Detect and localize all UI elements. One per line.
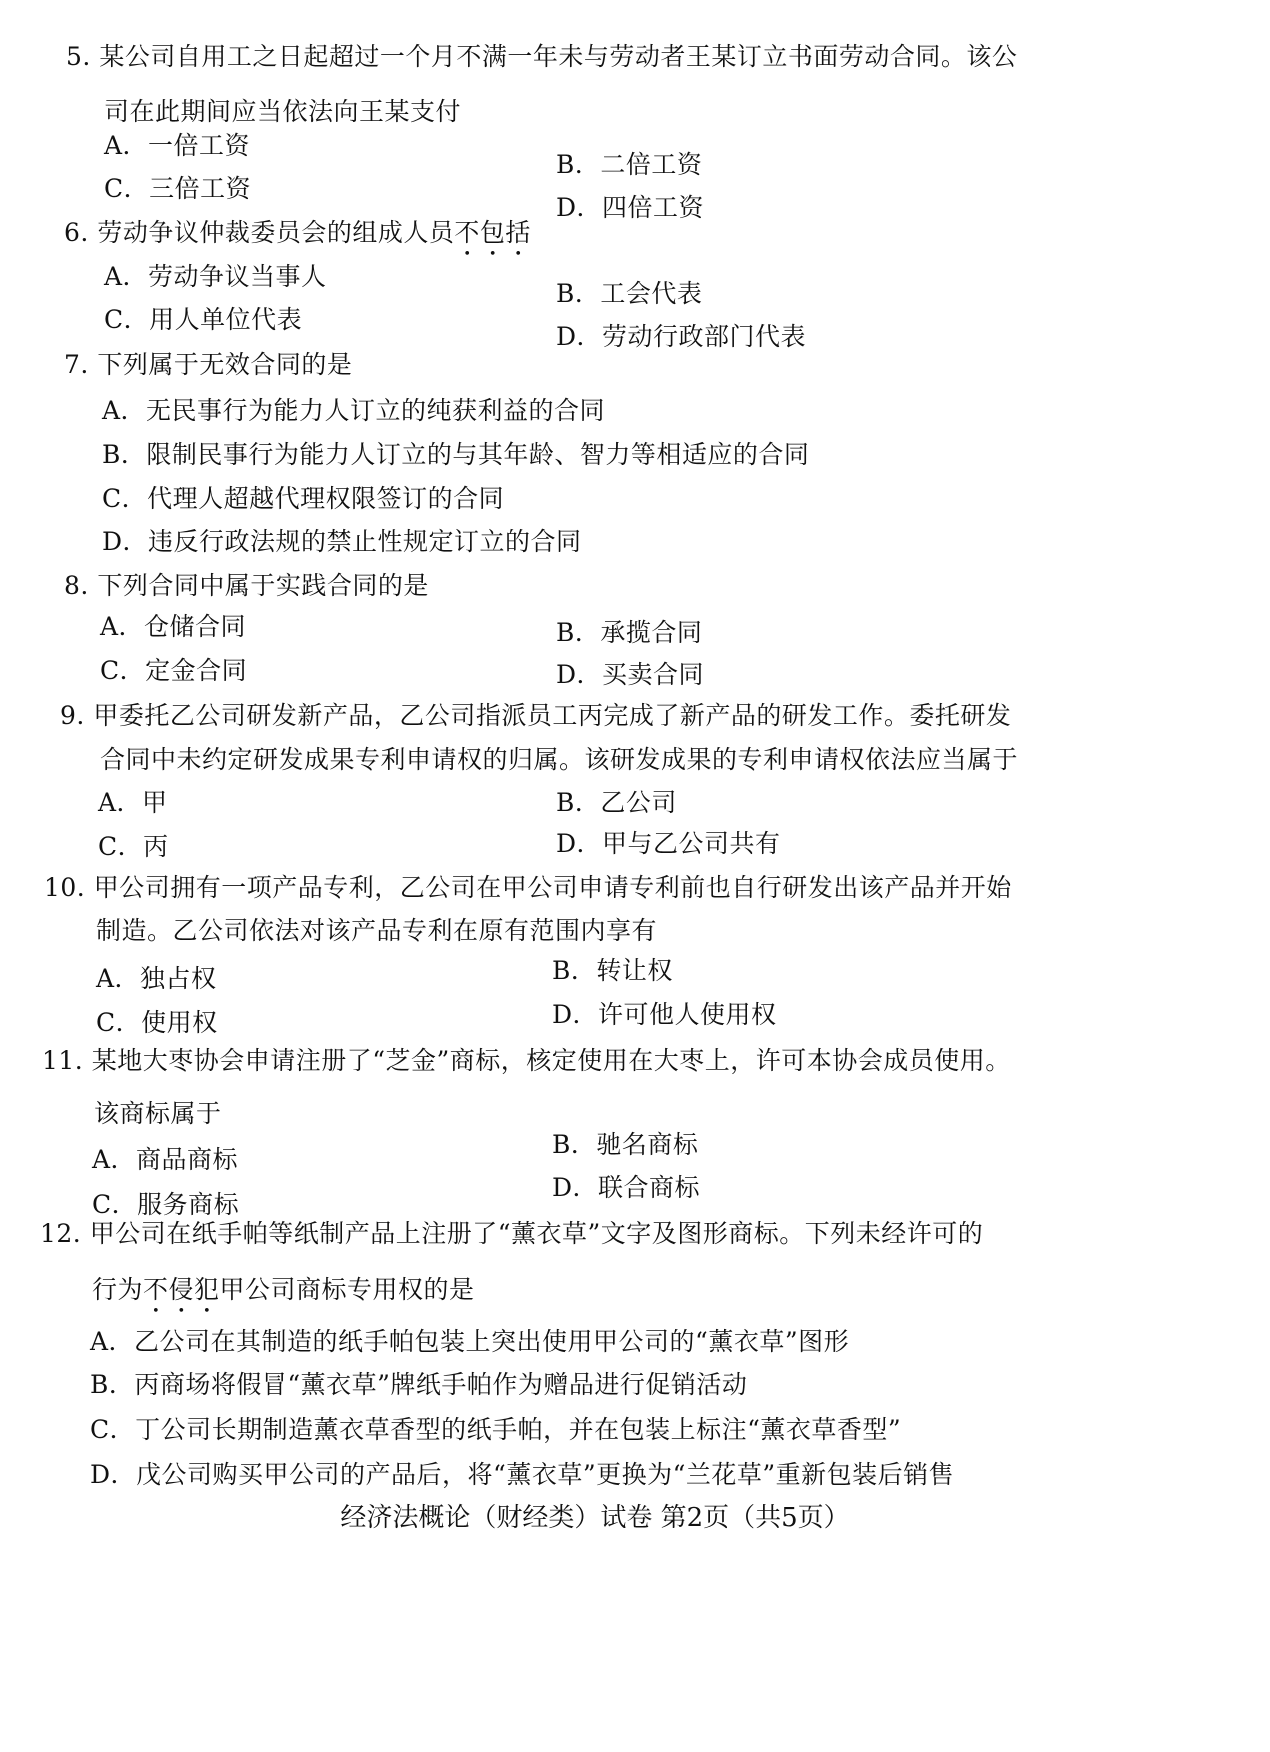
question-text: 甲公司拥有一项产品专利，乙公司在甲公司申请专利前也自行研发出该产品并开始 <box>93 873 1012 902</box>
question-11-line-2: 该商标属于 <box>94 1099 222 1128</box>
question-8-option-d: D．买卖合同 <box>556 660 705 689</box>
question-5-line-1 <box>66 42 1017 72</box>
emphasis-text: 不包括 <box>454 218 531 247</box>
question-text: 某地大枣协会申请注册了“芝金”商标，核定使用在大枣上，许可本协会成员使用。 <box>91 1046 1011 1075</box>
question-number: 7. <box>64 350 89 379</box>
question-5-option-c: C．三倍工资 <box>104 174 252 203</box>
question-12-line-2 <box>92 1275 475 1319</box>
question-8-line-1 <box>64 571 429 601</box>
question-11-option-d: D．联合商标 <box>552 1173 701 1202</box>
question-6-option-b: B．工会代表 <box>556 279 703 308</box>
question-9-option-b: B．乙公司 <box>556 788 677 817</box>
question-10-line-2: 制造。乙公司依法对该产品专利在原有范围内享有 <box>96 916 658 945</box>
question-5-line-2: 司在此期间应当依法向王某支付 <box>104 97 462 126</box>
question-9-option-a: A．甲 <box>98 788 168 817</box>
question-text: 下列属于无效合同的是 <box>97 350 353 379</box>
question-7-option-d: D．违反行政法规的禁止性规定订立的合同 <box>102 527 582 556</box>
question-8-option-b: B．承揽合同 <box>556 618 703 647</box>
question-text: 甲公司在纸手帕等纸制产品上注册了“薰衣草”文字及图形商标。下列未经许可的 <box>89 1219 984 1248</box>
question-8-option-c: C．定金合同 <box>100 656 248 685</box>
question-number: 12. <box>40 1219 82 1248</box>
question-10-option-b: B．转让权 <box>552 956 673 985</box>
question-12-line-1 <box>40 1219 983 1249</box>
question-12-option-b: B．丙商场将假冒“薰衣草”牌纸手帕作为赠品进行促销活动 <box>90 1370 748 1399</box>
question-text: 劳动争议仲裁委员会的组成人员 <box>97 218 455 247</box>
question-number: 11. <box>42 1046 84 1075</box>
question-10-line-1 <box>44 873 1012 903</box>
question-text: 甲委托乙公司研发新产品，乙公司指派员工丙完成了新产品的研发工作。委托研发 <box>93 701 1012 730</box>
page-footer: 经济法概论（财经类）试卷 第2页（共5页） <box>340 1503 850 1533</box>
question-11-line-1 <box>42 1046 1011 1076</box>
question-number: 8. <box>64 571 89 600</box>
question-11-option-b: B．驰名商标 <box>552 1130 699 1159</box>
question-7-line-1 <box>64 350 352 380</box>
question-text: 某公司自用工之日起超过一个月不满一年未与劳动者王某订立书面劳动合同。该公 <box>99 42 1018 71</box>
question-number: 6. <box>64 218 89 247</box>
question-number: 9. <box>60 701 85 730</box>
question-9-line-2: 合同中未约定研发成果专利申请权的归属。该研发成果的专利申请权依法应当属于 <box>100 745 1019 774</box>
question-10-option-a: A．独占权 <box>96 964 217 993</box>
question-12-option-d: D．戊公司购买甲公司的产品后，将“薰衣草”更换为“兰花草”重新包装后销售 <box>90 1460 955 1489</box>
question-5-option-d: D．四倍工资 <box>556 193 705 222</box>
question-11-option-c: C．服务商标 <box>92 1190 240 1219</box>
question-6-option-c: C．用人单位代表 <box>104 305 303 334</box>
question-6-line-1 <box>64 218 531 262</box>
question-7-option-a: A．无民事行为能力人订立的纯获利益的合同 <box>102 396 606 425</box>
question-text: 行为 <box>92 1275 144 1304</box>
question-10-option-d: D．许可他人使用权 <box>552 1000 777 1029</box>
question-number: 5. <box>66 42 91 71</box>
question-text: 下列合同中属于实践合同的是 <box>97 571 429 600</box>
emphasis-text: 不侵犯 <box>143 1275 220 1304</box>
question-5-option-a: A．一倍工资 <box>104 131 251 160</box>
question-9-option-c: C．丙 <box>98 832 169 861</box>
question-7-option-b: B．限制民事行为能力人订立的与其年龄、智力等相适应的合同 <box>102 440 810 469</box>
question-text: 甲公司商标专用权的是 <box>219 1275 475 1304</box>
question-11-option-a: A．商品商标 <box>92 1145 239 1174</box>
question-9-option-d: D．甲与乙公司共有 <box>556 829 781 858</box>
question-6-option-d: D．劳动行政部门代表 <box>556 322 807 351</box>
question-9-line-1 <box>60 701 1011 731</box>
question-number: 10. <box>44 873 86 902</box>
question-12-option-a: A．乙公司在其制造的纸手帕包装上突出使用甲公司的“薰衣草”图形 <box>90 1327 850 1356</box>
question-5-option-b: B．二倍工资 <box>556 150 703 179</box>
question-12-option-c: C．丁公司长期制造薰衣草香型的纸手帕，并在包装上标注“薰衣草香型” <box>90 1415 902 1444</box>
question-8-option-a: A．仓储合同 <box>100 612 247 641</box>
question-6-option-a: A．劳动争议当事人 <box>104 262 327 291</box>
question-10-option-c: C．使用权 <box>96 1008 218 1037</box>
question-7-option-c: C．代理人超越代理权限签订的合同 <box>102 484 505 513</box>
